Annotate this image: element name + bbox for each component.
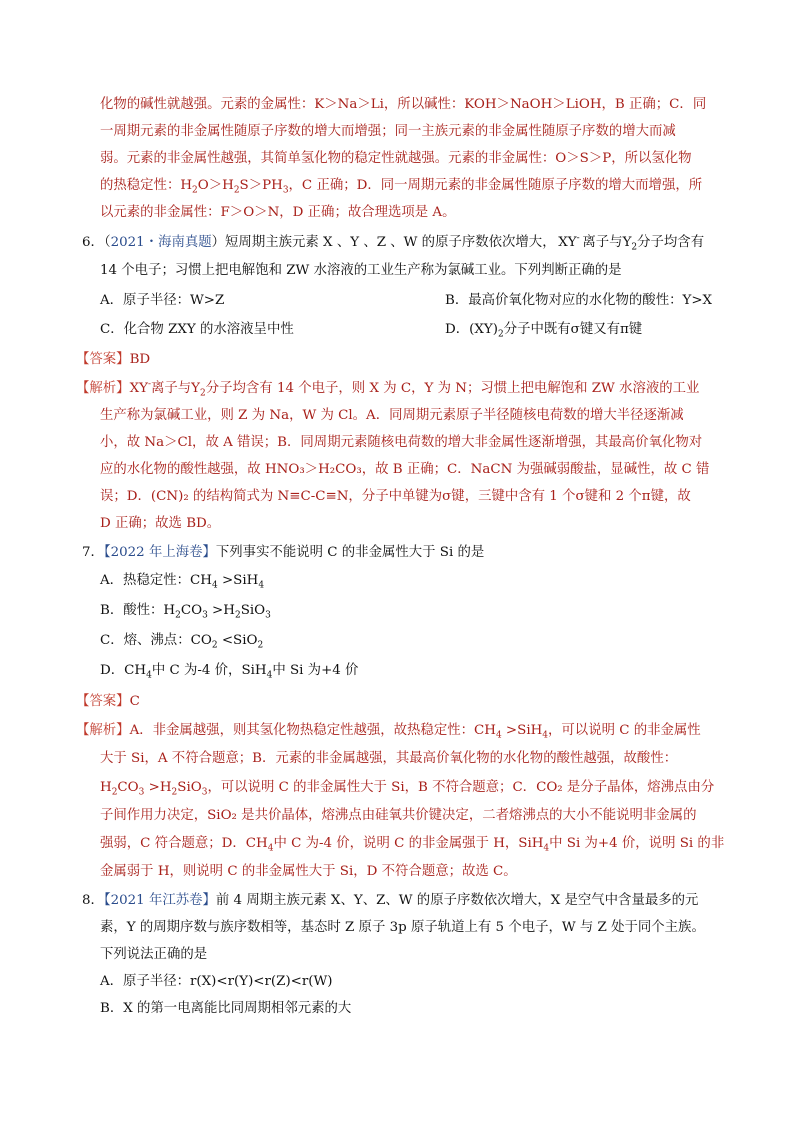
- prev-explanation-line-1: 化物的碱性就越强。元素的金属性：K＞Na＞Li，所以碱性：KOH＞NaOH＞LiOH，B 正确；C．同: [100, 97, 707, 112]
- q6-number: 6．: [82, 235, 104, 250]
- q6-option-d: D．$(XY)_2$分子中既有σ键又有π键: [445, 322, 643, 340]
- prev-explanation-line-5: 以元素的非金属性：F＞O＞N，D 正确；故合理选项是 A。: [100, 205, 456, 220]
- q7-number: 7．: [82, 545, 104, 560]
- q6-analysis-line-4: 应的水化物的酸性越强，故 HNO₃＞H₂CO₃，故 B 正确；C．NaCN 为强碱弱酸盐，显碱性，故 C 错: [100, 462, 710, 477]
- q7-stem: 7．【2022 年上海卷】下列事实不能说明 C 的非金属性大于 Si 的是: [82, 545, 485, 560]
- q7-source: 【2022 年上海卷】: [103, 545, 216, 560]
- q7-analysis-line-3: $H_2CO_3 >H_2SiO_3$，可以说明 C 的非金属性大于 Si，B 不符合题意；C．CO₂ 是分子晶体，熔沸点由分: [100, 780, 715, 798]
- q8-stem-line-1: 8．【2021 年江苏卷】前 4 周期主族元素 X、Y、Z、W 的原子序数依次增大，X 是空气中含量最多的元: [82, 893, 699, 908]
- q6-options-row-2: [100, 320, 700, 340]
- q6-stem-line-1: 6．（2021・海南真题）短周期主族元素 X 、Y 、Z 、W 的原子序数依次增大， XY- 离子与$Y_2$分子均含有: [82, 233, 705, 253]
- q7-analysis-line-5: 强弱，C 符合题意；D．$CH_4$中 C 为-4 价，说明 C 的非金属强于 H，SiH$_4$中 Si 为+4 价，说明 Si 的非: [100, 836, 725, 854]
- q8-option-b: B．X 的第一电离能比同周期相邻元素的大: [100, 1001, 352, 1016]
- q7-analysis-line-6: 金属弱于 H，则说明 C 的非金属性大于 Si，D 不符合题意；故选 C。: [100, 864, 517, 879]
- prev-explanation-line-4: 的热稳定性：$H_2O>H_2S>PH_3$，C 正确；D．同一周期元素的非金属性随原子序数的增大而增强，所: [100, 178, 703, 196]
- q7-analysis-line-1: 【解析】A．非金属越强，则其氢化物热稳定性越强，故热稳定性：$CH_4 >SiH_4$，可以说明 C 的非金属性: [76, 723, 701, 741]
- q6-analysis-line-6: D 正确；故选 BD。: [100, 516, 221, 531]
- q7-option-d: D．$CH_4$中 C 为-4 价，SiH$_4$中 Si 为+4 价: [100, 663, 359, 681]
- q8-number: 8．: [82, 893, 104, 908]
- q6-answer: 【答案】BD: [76, 352, 151, 367]
- q6-option-a: A．原子半径：W>Z: [100, 293, 225, 308]
- q7-option-a: A．热稳定性：$CH_4 >SiH_4$: [100, 573, 265, 591]
- q8-option-a: A．原子半径：r(X)<r(Y)<r(Z)<r(W): [100, 974, 333, 989]
- q6-source: 2021・海南真题: [110, 235, 212, 250]
- q6-analysis-line-1: 【解析】XY-离子与$Y_2$分子均含有 14 个电子，则 X 为 C，Y 为 N；习惯上把电解饱和 ZW 水溶液的工业: [76, 379, 700, 399]
- prev-explanation-line-2: 一周期元素的非金属性随原子序数的增大而增强；同一主族元素的非金属性随原子序数的增大而减: [100, 124, 676, 139]
- q6-options-row-1: [100, 291, 713, 311]
- prev-explanation-line-3: 弱。元素的非金属性越强，其简单氢化物的稳定性就越强。元素的非金属性：O＞S＞P，所以氢化物: [100, 151, 692, 166]
- q6-option-c: C．化合物 ZXY 的水溶液呈中性: [100, 322, 294, 337]
- q7-option-b: B．酸性：$H_2CO_3 >H_2SiO_3$: [100, 603, 271, 621]
- q7-answer: 【答案】C: [76, 694, 140, 709]
- q7-analysis-line-4: 子间作用力决定，SiO₂ 是共价晶体，熔沸点由硅氧共价键决定，二者熔沸点的大小不能说明非金属的: [100, 808, 697, 823]
- q7-analysis-line-2: 大于 Si，A 不符合题意；B．元素的非金属越强，其最高价氧化物的水化物的酸性越强，故酸性：: [100, 751, 678, 766]
- q6-stem-line-2: 14 个电子；习惯上把电解饱和 ZW 水溶液的工业生产称为氯碱工业。下列判断正确的是: [100, 263, 622, 278]
- q8-stem-line-2: 素，Y 的周期序数与族序数相等，基态时 Z 原子 3p 原子轨道上有 5 个电子，W 与 Z 处于同个主族。: [100, 920, 705, 935]
- q6-analysis-line-2: 生产称为氯碱工业，则 Z 为 Na，W 为 Cl。A．同周期元素原子半径随核电荷数的增大半径逐渐减: [100, 408, 684, 423]
- q8-stem-line-3: 下列说法正确的是: [100, 947, 208, 962]
- q6-option-b: B．最高价氧化物对应的水化物的酸性：Y>X: [445, 293, 713, 308]
- q6-analysis-line-3: 小，故 Na＞Cl，故 A 错误；B．同周期元素随核电荷数的增大非金属性逐渐增强，其最高价氧化物对: [100, 435, 703, 450]
- q8-source: 【2021 年江苏卷】: [103, 893, 216, 908]
- q6-analysis-line-5: 误；D．(CN)₂ 的结构简式为 N≡C-C≡N，分子中单键为σ键，三键中含有 1 个σ键和 2 个π键，故: [100, 489, 691, 504]
- q7-option-c: C．熔、沸点：$CO_2 <SiO_2$: [100, 633, 264, 651]
